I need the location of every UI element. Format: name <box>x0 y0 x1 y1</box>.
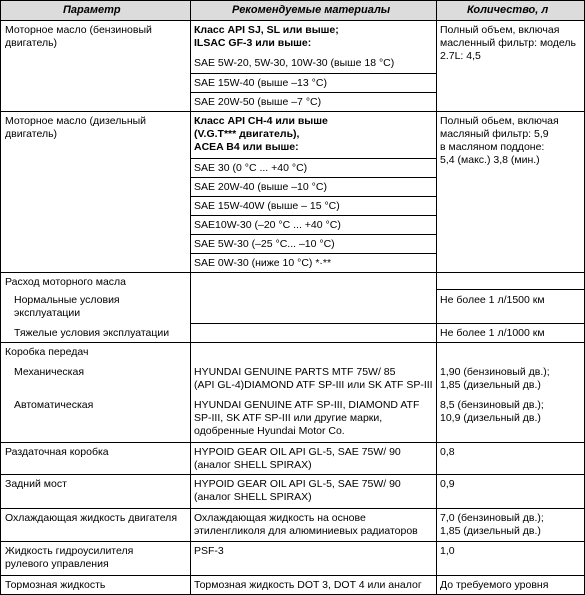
param-subline: Механическая <box>14 366 85 378</box>
quantity-line: 8,5 (бензиновый дв.); <box>440 399 544 411</box>
material-line: SAE 15W-40W (выше – 15 °C) <box>194 200 340 212</box>
quantity-line: Полный объем, включая <box>440 24 560 36</box>
quantity-line: 10,9 (дизельный дв.) <box>440 412 541 424</box>
material-line: PSF-3 <box>194 545 224 557</box>
material-line: этиленгликоля для алюминиевых радиаторов <box>194 525 418 537</box>
param-line: Жидкость гидроусилителя <box>5 545 134 557</box>
quantity-line: 2.7L: 4,5 <box>440 50 481 62</box>
header-parameter: Параметр <box>63 4 121 16</box>
quantity-line: 1,85 (дизельный дв.) <box>440 379 541 391</box>
material-line: SAE 30 (0 °C ... +40 °C) <box>194 162 308 174</box>
quantity-line: Не более 1 л/1000 км <box>440 327 545 339</box>
quantity-line: До требуемого уровня <box>440 579 549 591</box>
param-subline: Тяжелые условия эксплуатации <box>14 327 170 339</box>
quantity-line: 1,0 <box>440 545 455 557</box>
param-line: двигатель) <box>5 37 58 49</box>
header-quantity: Количество, л <box>467 4 549 16</box>
quantity-line: Полный обьем, включая <box>440 115 559 127</box>
material-line: SAE 5W-20, 5W-30, 10W-30 (выше 18 °C) <box>194 57 395 69</box>
material-line: (аналог SHELL SPIRAX) <box>194 459 312 471</box>
material-line: SAE 20W-50 (выше –7 °C) <box>194 96 322 108</box>
material-line: одобренные Hyundai Motor Co. <box>194 425 345 437</box>
material-line: Класс API SJ, SL или выше; <box>194 24 339 36</box>
param-line: Моторное масло (дизельный <box>5 115 147 127</box>
material-line: HYUNDAI GENUINE ATF SP-III, DIAMOND ATF <box>194 399 420 411</box>
param-line: Охлаждающая жидкость двигателя <box>5 512 177 524</box>
param-line: Моторное масло (бензиновый <box>5 24 152 36</box>
quantity-line: Не более 1 л/1500 км <box>440 294 545 306</box>
param-line: Раздаточная коробка <box>5 446 109 458</box>
quantity-line: в масляном поддоне: <box>440 141 545 153</box>
material-line: Класс API CH-4 или выше <box>194 115 328 127</box>
material-line: (V.G.T*** двигатель), <box>194 128 300 140</box>
quantity-line: 1,85 (дизельный дв.) <box>440 525 541 537</box>
quantity-line: масляный фильтр: 5,9 <box>440 128 549 140</box>
quantity-line: масленный фильтр: модель <box>440 37 577 49</box>
material-line: SAE 0W-30 (ниже 10 °C) *·** <box>194 257 332 269</box>
material-line: SAE 15W-40 (выше –13 °C) <box>194 77 327 89</box>
header-materials: Рекомендуемые материалы <box>232 4 391 16</box>
material-line: (аналог SHELL SPIRAX) <box>194 491 312 503</box>
quantity-line: 1,90 (бензиновый дв.); <box>440 366 550 378</box>
param-line: Расход моторного масла <box>5 276 126 288</box>
param-line: Тормозная жидкость <box>5 579 106 591</box>
material-line: ILSAC GF-3 или выше: <box>194 37 312 49</box>
material-line: HYPOID GEAR OIL API GL-5, SAE 75W/ 90 <box>194 478 401 490</box>
quantity-line: 5,4 (макс.) 3,8 (мин.) <box>440 154 540 166</box>
material-line: HYUNDAI GENUINE PARTS MTF 75W/ 85 <box>194 366 396 378</box>
material-line: SP-III, SK ATF SP-III или другие марки, <box>194 412 383 424</box>
param-subline: Автоматическая <box>14 399 94 411</box>
quantity-line: 7,0 (бензиновый дв.); <box>440 512 544 524</box>
param-line: Коробка передач <box>5 346 89 358</box>
material-line: ACEA B4 или выше: <box>194 141 299 153</box>
material-line: HYPOID GEAR OIL API GL-5, SAE 75W/ 90 <box>194 446 401 458</box>
material-line: (API GL-4)DIAMOND ATF SP-III или SK ATF SP-III <box>194 379 433 391</box>
quantity-line: 0,9 <box>440 478 455 490</box>
param-line: двигатель) <box>5 128 58 140</box>
param-subline: эксплуатации <box>14 307 81 319</box>
material-line: Тормозная жидкость DOT 3, DOT 4 или аналог <box>194 579 422 591</box>
material-line: SAE 20W-40 (выше –10 °C) <box>194 181 327 193</box>
material-line: Охлаждающая жидкость на основе <box>194 512 366 524</box>
param-subline: Нормальные условия <box>14 294 120 306</box>
material-line: SAE10W-30 (–20 °C ... +40 °C) <box>194 219 341 231</box>
quantity-line: 0,8 <box>440 446 455 458</box>
param-line: рулевого управления <box>5 558 109 570</box>
material-line: SAE 5W-30 (–25 °C... –10 °C) <box>194 238 335 250</box>
param-line: Задний мост <box>5 478 67 490</box>
